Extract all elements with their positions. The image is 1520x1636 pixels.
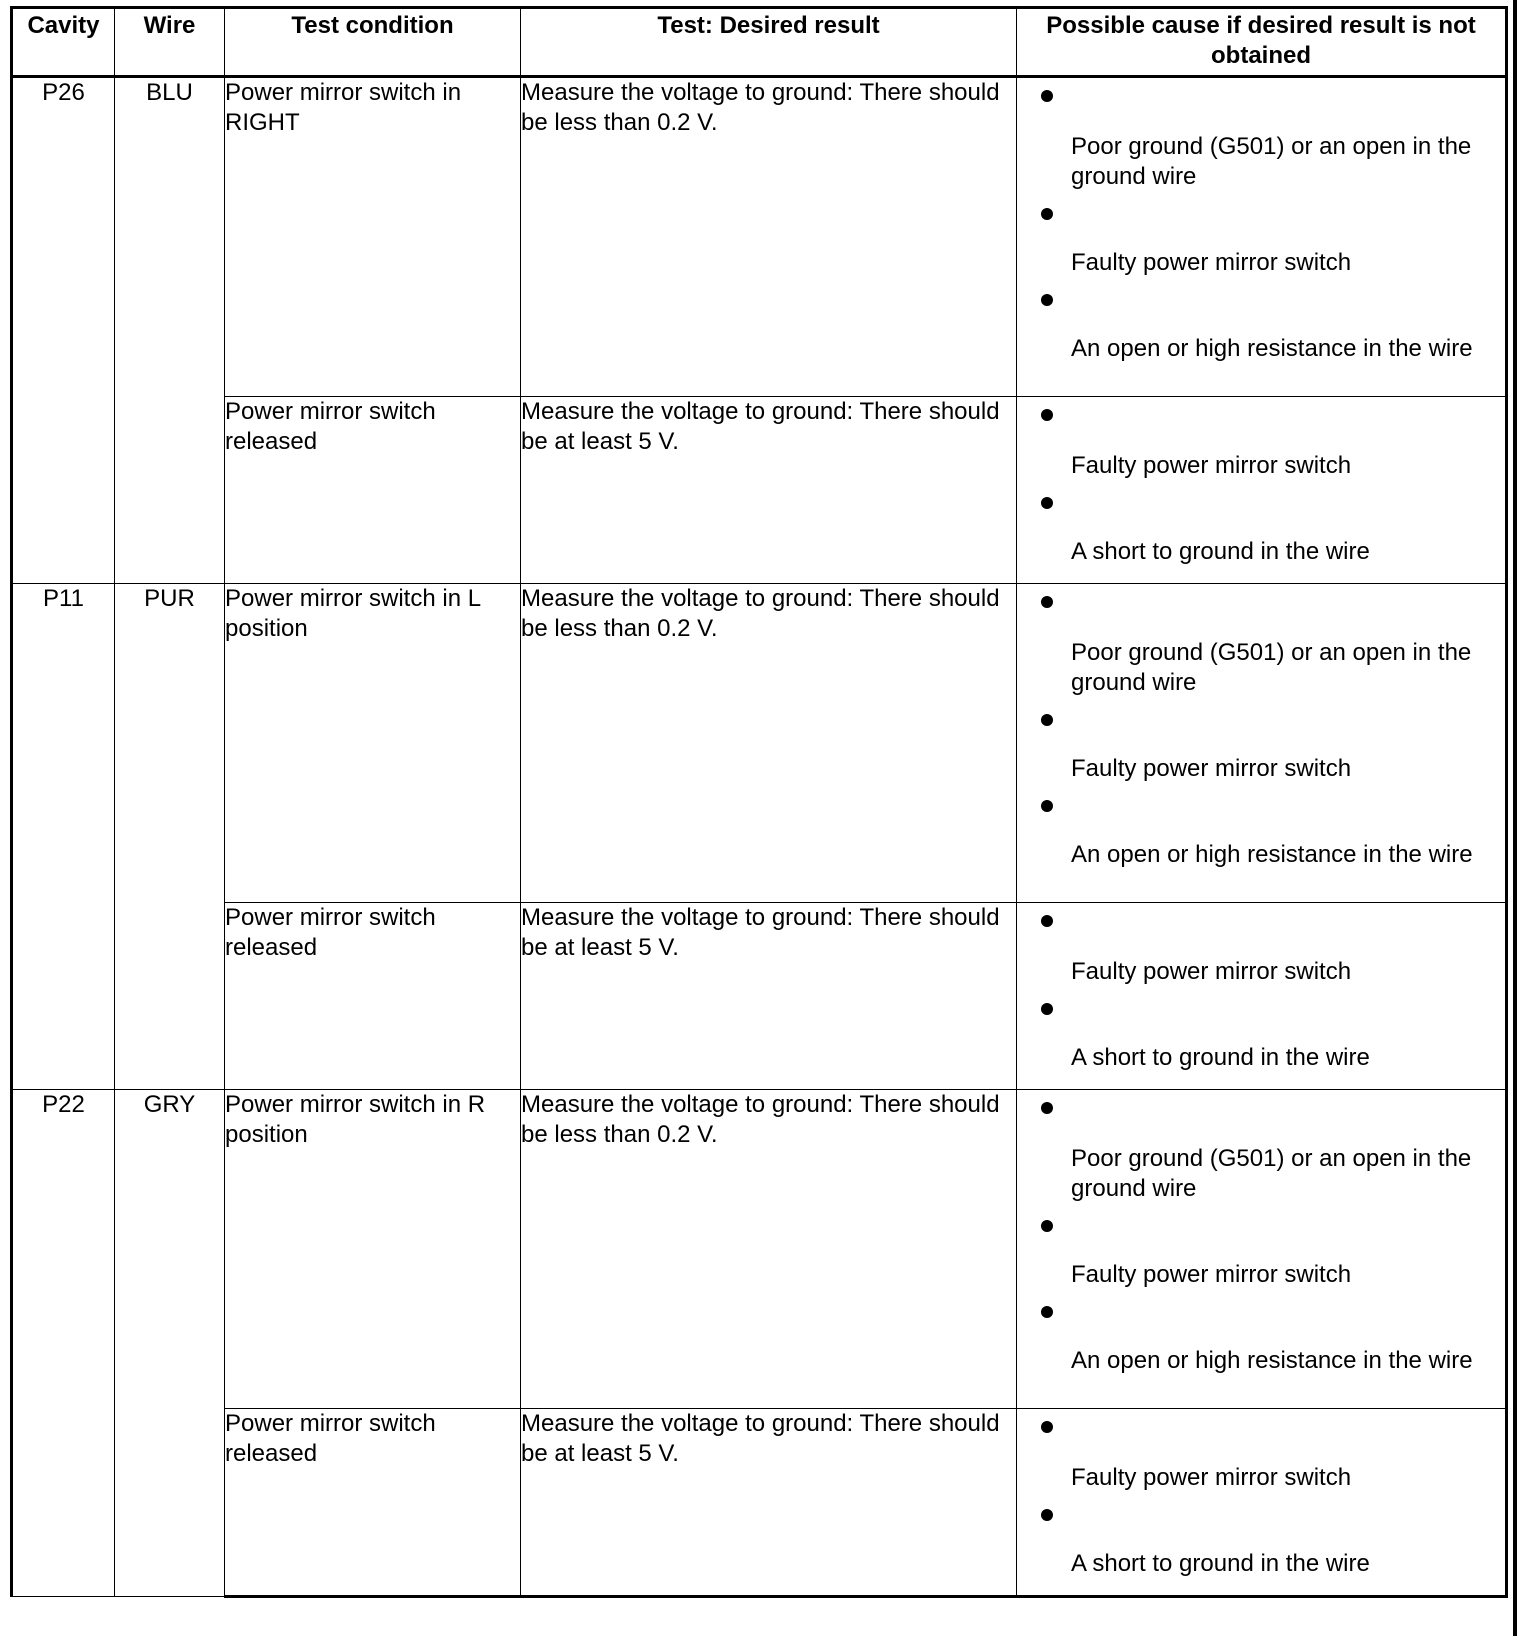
desired-result-cell: Measure the voltage to ground: There should be less than 0.2 V. — [521, 584, 1017, 903]
desired-result-cell: Measure the voltage to ground: There should be at least 5 V. — [521, 397, 1017, 584]
bullet-icon — [1041, 497, 1053, 509]
cause-text: An open or high resistance in the wire — [1071, 335, 1473, 362]
bullet-icon — [1041, 714, 1053, 726]
cause-text: Faulty power mirror switch — [1071, 1464, 1352, 1491]
test-condition-cell: Power mirror switch in R position — [225, 1090, 521, 1409]
list-item — [1017, 698, 1505, 784]
header-desired-result: Test: Desired result — [521, 8, 1017, 77]
list-item — [1017, 481, 1505, 567]
list-item — [1017, 278, 1505, 364]
possible-cause-cell — [1017, 584, 1507, 903]
possible-cause-cell — [1017, 903, 1507, 1090]
cause-text: Faulty power mirror switch — [1071, 755, 1352, 782]
bullet-icon — [1041, 1220, 1053, 1232]
list-item — [1017, 903, 1505, 987]
cavity-cell: P26 — [12, 77, 115, 584]
wire-cell: GRY — [115, 1090, 225, 1597]
cause-text: A short to ground in the wire — [1071, 1044, 1370, 1071]
list-item — [1017, 192, 1505, 278]
header-possible-cause: Possible cause if desired result is not obtained — [1017, 8, 1507, 77]
bullet-icon — [1041, 1509, 1053, 1521]
bullet-icon — [1041, 800, 1053, 812]
table-row — [12, 1409, 1507, 1597]
table-row — [12, 397, 1507, 584]
possible-cause-cell — [1017, 1409, 1507, 1597]
cause-text: Faulty power mirror switch — [1071, 958, 1352, 985]
cause-text: Faulty power mirror switch — [1071, 1261, 1352, 1288]
list-item — [1017, 1493, 1505, 1579]
wire-cell: BLU — [115, 77, 225, 584]
cause-text: An open or high resistance in the wire — [1071, 1347, 1473, 1374]
cause-list — [1017, 397, 1505, 567]
test-condition-cell: Power mirror switch in L position — [225, 584, 521, 903]
bullet-icon — [1041, 294, 1053, 306]
header-test-condition: Test condition — [225, 8, 521, 77]
list-item — [1017, 1290, 1505, 1376]
desired-result-cell: Measure the voltage to ground: There should be at least 5 V. — [521, 903, 1017, 1090]
table-row — [12, 903, 1507, 1090]
test-condition-cell: Power mirror switch released — [225, 397, 521, 584]
header-row — [12, 8, 1507, 77]
list-item — [1017, 584, 1505, 698]
bullet-icon — [1041, 915, 1053, 927]
cause-list — [1017, 1409, 1505, 1579]
cause-list — [1017, 1090, 1505, 1376]
desired-result-cell: Measure the voltage to ground: There should be less than 0.2 V. — [521, 77, 1017, 397]
wire-cell: PUR — [115, 584, 225, 1090]
cavity-cell: P11 — [12, 584, 115, 1090]
bullet-icon — [1041, 596, 1053, 608]
bullet-icon — [1041, 1421, 1053, 1433]
desired-result-cell: Measure the voltage to ground: There should be less than 0.2 V. — [521, 1090, 1017, 1409]
cause-text: A short to ground in the wire — [1071, 1550, 1370, 1577]
list-item — [1017, 1204, 1505, 1290]
bullet-icon — [1041, 1003, 1053, 1015]
test-condition-cell: Power mirror switch released — [225, 903, 521, 1090]
possible-cause-cell — [1017, 397, 1507, 584]
cause-text: Faulty power mirror switch — [1071, 452, 1352, 479]
page-edge-rule — [1513, 0, 1517, 1636]
cause-text: Faulty power mirror switch — [1071, 249, 1352, 276]
possible-cause-cell — [1017, 77, 1507, 397]
table-row — [12, 584, 1507, 903]
table-row — [12, 77, 1507, 397]
cause-text: Poor ground (G501) or an open in the ground wire — [1071, 133, 1472, 190]
diagnostic-table — [10, 6, 1508, 1598]
desired-result-cell: Measure the voltage to ground: There should be at least 5 V. — [521, 1409, 1017, 1597]
list-item — [1017, 1409, 1505, 1493]
list-item — [1017, 397, 1505, 481]
bullet-icon — [1041, 208, 1053, 220]
cause-list — [1017, 78, 1505, 364]
cause-list — [1017, 903, 1505, 1073]
cause-text: Poor ground (G501) or an open in the ground wire — [1071, 639, 1472, 696]
bullet-icon — [1041, 90, 1053, 102]
cause-text: A short to ground in the wire — [1071, 538, 1370, 565]
cause-list — [1017, 584, 1505, 870]
header-cavity: Cavity — [12, 8, 115, 77]
cause-text: Poor ground (G501) or an open in the ground wire — [1071, 1145, 1472, 1202]
list-item — [1017, 78, 1505, 192]
table-row — [12, 1090, 1507, 1409]
bullet-icon — [1041, 1306, 1053, 1318]
cavity-cell: P22 — [12, 1090, 115, 1597]
cause-text: An open or high resistance in the wire — [1071, 841, 1473, 868]
test-condition-cell: Power mirror switch in RIGHT — [225, 77, 521, 397]
list-item — [1017, 1090, 1505, 1204]
test-condition-cell: Power mirror switch released — [225, 1409, 521, 1597]
bullet-icon — [1041, 409, 1053, 421]
bullet-icon — [1041, 1102, 1053, 1114]
list-item — [1017, 987, 1505, 1073]
header-wire: Wire — [115, 8, 225, 77]
list-item — [1017, 784, 1505, 870]
possible-cause-cell — [1017, 1090, 1507, 1409]
